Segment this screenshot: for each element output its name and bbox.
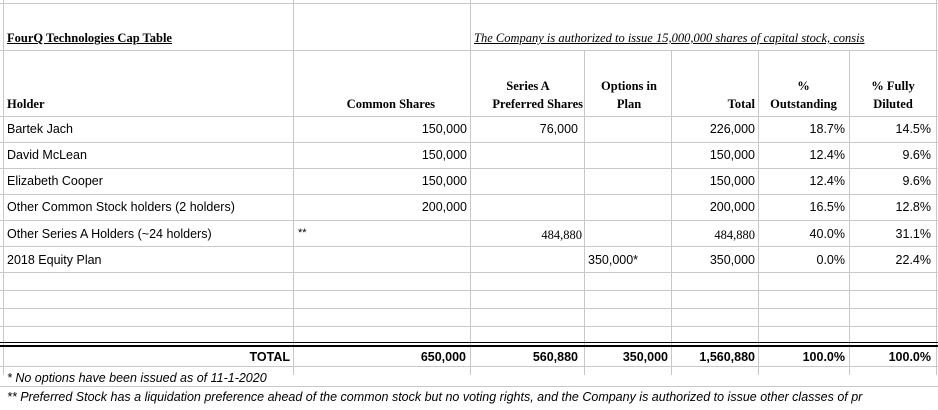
series-a-value: 484,880: [541, 228, 582, 242]
sheet-title: FourQ Technologies Cap Table: [7, 31, 172, 45]
authorized-note: The Company is authorized to issue 15,000,000 shares of capital stock, consis: [474, 31, 865, 45]
common-shares-value: 150,000: [421, 122, 467, 136]
diluted-value: 12.8%: [895, 200, 931, 214]
total-series-a: 560,880: [532, 350, 578, 364]
total-diluted: 100.0%: [888, 350, 931, 364]
holder-name: 2018 Equity Plan: [7, 253, 102, 267]
holder-name: Other Common Stock holders (2 holders): [7, 200, 235, 214]
grid-line: [470, 0, 471, 50]
column-header-series-a-line1: Series A: [506, 79, 550, 93]
column-header-holder: Holder: [7, 97, 45, 111]
grid-line: [0, 386, 938, 387]
diluted-value: 14.5%: [895, 122, 931, 136]
total-outstanding: 100.0%: [802, 350, 845, 364]
outstanding-value: 18.7%: [809, 122, 845, 136]
column-header-diluted-line2: Diluted: [873, 97, 913, 111]
grid-line: [0, 194, 938, 195]
outstanding-value: 12.4%: [809, 174, 845, 188]
diluted-value: 9.6%: [902, 174, 931, 188]
holder-name: David McLean: [7, 148, 87, 162]
total-total: 1,560,880: [699, 350, 755, 364]
column-header-series-a-line2: Preferred Shares: [492, 97, 583, 111]
column-header-options-line1: Options in: [601, 79, 657, 93]
total-common: 650,000: [420, 350, 466, 364]
grid-line: [0, 246, 938, 247]
common-shares-value: 200,000: [421, 200, 467, 214]
footnote-options: * No options have been issued as of 11-1-2020: [7, 371, 267, 385]
outstanding-value: 12.4%: [809, 148, 845, 162]
grid-line: [936, 0, 937, 375]
grid-line: [0, 308, 938, 309]
footnote-preferred: ** Preferred Stock has a liquidation preference ahead of the common stock but no voting rights, and the Company is authorized to issue other classes of pr: [7, 390, 863, 404]
column-header-outstanding-line1: %: [797, 79, 810, 93]
holder-name: Elizabeth Cooper: [7, 174, 103, 188]
series-a-value: 76,000: [539, 122, 578, 136]
total-value: 226,000: [709, 122, 755, 136]
options-value: 350,000*: [588, 253, 639, 267]
grid-line: [0, 50, 938, 51]
total-rule-top: [0, 342, 938, 343]
grid-line: [3, 0, 4, 375]
grid-line: [0, 3, 938, 4]
total-value: 150,000: [709, 148, 755, 162]
grid-line: [0, 142, 938, 143]
outstanding-value: 0.0%: [816, 253, 845, 267]
grid-line: [0, 326, 938, 327]
holder-name: Bartek Jach: [7, 122, 74, 136]
common-shares-value: 150,000: [421, 174, 467, 188]
grid-line: [0, 290, 938, 291]
grid-line: [0, 116, 938, 117]
grid-line: [0, 168, 938, 169]
total-value: 350,000: [709, 253, 755, 267]
total-value: 484,880: [714, 228, 755, 242]
grid-line: [0, 272, 938, 273]
outstanding-value: 40.0%: [809, 227, 845, 241]
grid-line: [0, 366, 938, 367]
total-value: 200,000: [709, 200, 755, 214]
diluted-value: 22.4%: [895, 253, 931, 267]
column-header-common: Common Shares: [346, 97, 435, 111]
column-header-diluted-line1: % Fully: [871, 79, 915, 93]
diluted-value: 31.1%: [895, 227, 931, 241]
holder-name: Other Series A Holders (~24 holders): [7, 227, 212, 241]
holder-note: **: [298, 227, 307, 239]
grid-line: [0, 220, 938, 221]
diluted-value: 9.6%: [902, 148, 931, 162]
total-value: 150,000: [709, 174, 755, 188]
outstanding-value: 16.5%: [809, 200, 845, 214]
column-header-options-line2: Plan: [616, 97, 642, 111]
total-options: 350,000: [622, 350, 668, 364]
common-shares-value: 150,000: [421, 148, 467, 162]
grid-line: [293, 0, 294, 375]
column-header-total: Total: [727, 97, 755, 111]
column-header-outstanding-line2: Outstanding: [770, 97, 837, 111]
total-rule: [0, 345, 938, 347]
total-label: TOTAL: [249, 350, 290, 364]
